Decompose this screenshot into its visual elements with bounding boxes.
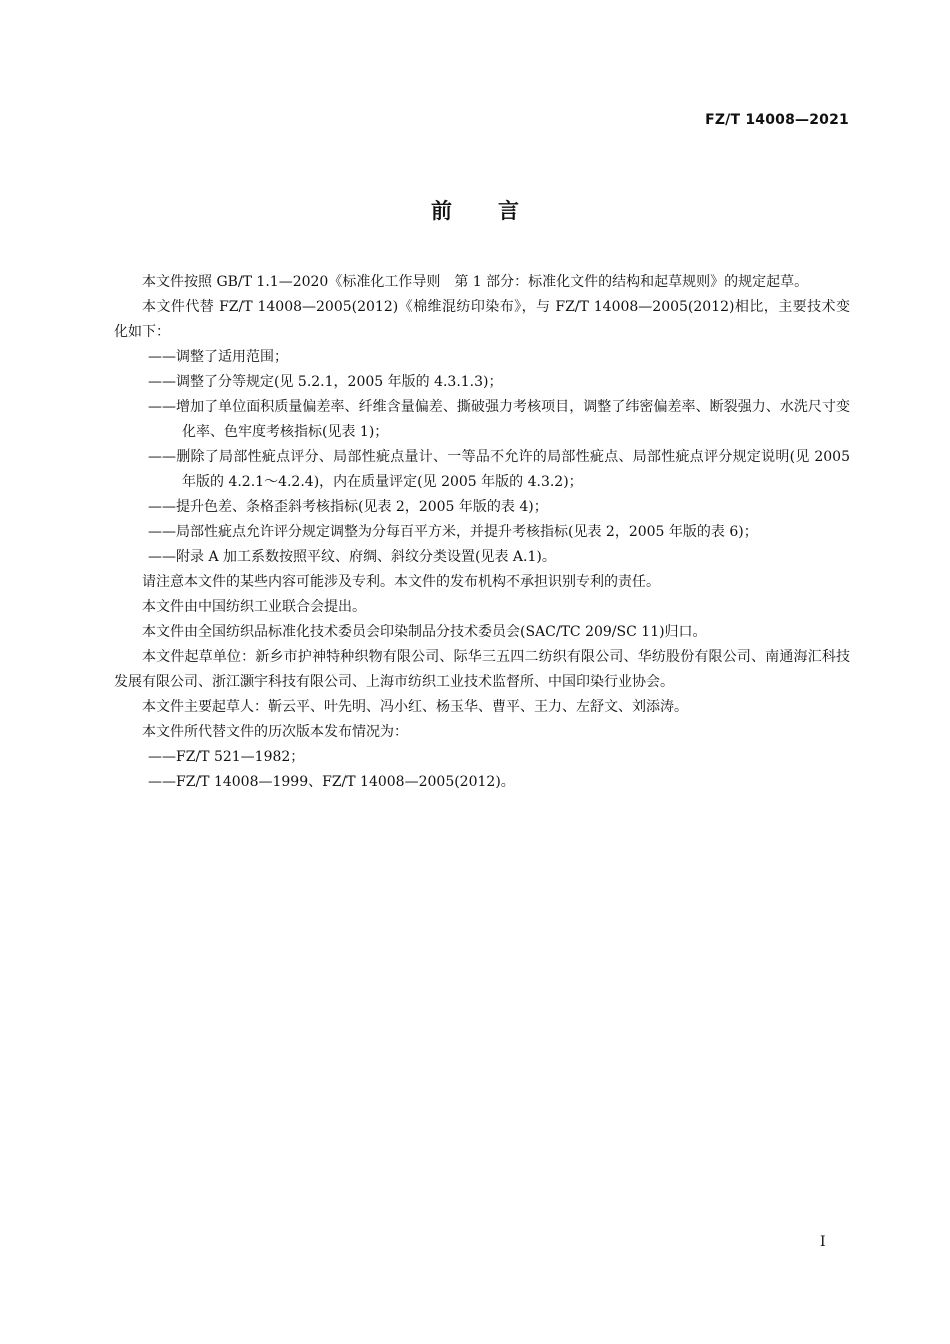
change-item: ——增加了单位面积质量偏差率、纤维含量偏差、撕破强力考核项目，调整了纬密偏差率、断裂强力、水洗尺寸变化率、色牢度考核指标(见表 1)；	[148, 399, 850, 440]
change-item: ——调整了适用范围；	[148, 349, 288, 365]
paragraph-drafting-units: 本文件起草单位：新乡市护神特种织物有限公司、际华三五四二纺织有限公司、华纺股份有限公司、南通海汇科技发展有限公司、浙江灏宇科技有限公司、上海市纺织工业技术监督所、中国印染行业协会。	[114, 649, 850, 690]
page-number: I	[820, 1234, 826, 1250]
change-item: ——附录 A 加工系数按照平纹、府绸、斜纹分类设置(见表 A.1)。	[148, 549, 556, 565]
paragraph-patent-notice: 请注意本文件的某些内容可能涉及专利。本文件的发布机构不承担识别专利的责任。	[142, 574, 660, 590]
paragraph-committee: 本文件由全国纺织品标准化技术委员会印染制品分技术委员会(SAC/TC 209/SC 11)归口。	[142, 624, 707, 640]
change-item: ——调整了分等规定(见 5.2.1，2005 年版的 4.3.1.3)；	[148, 374, 503, 390]
change-item: ——删除了局部性疵点评分、局部性疵点量计、一等品不允许的局部性疵点、局部性疵点评分规定说明(见 2005 年版的 4.2.1～4.2.4)，内在质量评定(见 2005 年版的 4.3.2)；	[148, 449, 850, 490]
change-item: ——提升色差、条格歪斜考核指标(见表 2，2005 年版的表 4)；	[148, 499, 548, 515]
version-item: ——FZ/T 14008—1999、FZ/T 14008—2005(2012)。	[148, 774, 515, 790]
version-item: ——FZ/T 521—1982；	[148, 749, 305, 765]
paragraph-version-history: 本文件所代替文件的历次版本发布情况为：	[142, 724, 408, 740]
change-item: ——局部性疵点允许评分规定调整为分每百平方米，并提升考核指标(见表 2，2005 年版的表 6)；	[148, 524, 758, 540]
paragraph-drafting-rules: 本文件按照 GB/T 1.1—2020《标准化工作导则 第 1 部分：标准化文件的结构和起草规则》的规定起草。	[142, 274, 809, 290]
paragraph-proposer: 本文件由中国纺织工业联合会提出。	[142, 599, 366, 615]
paragraph-replacement: 本文件代替 FZ/T 14008—2005(2012)《棉维混纺印染布》，与 FZ/T 14008—2005(2012)相比，主要技术变化如下：	[114, 299, 850, 340]
preface-body	[114, 270, 850, 795]
paragraph-drafters: 本文件主要起草人：靳云平、叶先明、冯小红、杨玉华、曹平、王力、左舒文、刘添涛。	[142, 699, 688, 715]
page-title: 前言	[431, 199, 565, 223]
document-id: FZ/T 14008—2021	[705, 112, 849, 128]
